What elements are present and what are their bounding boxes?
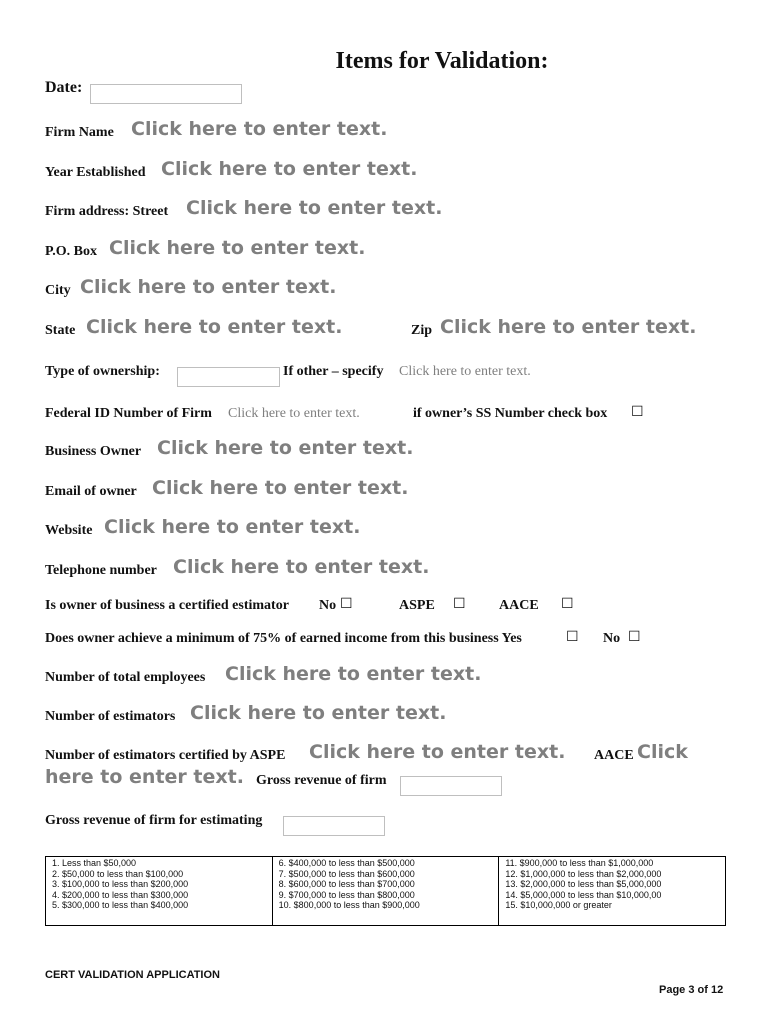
street-input[interactable]: Click here to enter text. bbox=[186, 197, 443, 219]
certified-aace-checkbox[interactable]: ☐ bbox=[561, 596, 574, 612]
earned-income-label: Does owner achieve a minimum of 75% of earned income from this business Yes bbox=[45, 631, 522, 646]
range-item: 10. $800,000 to less than $900,000 bbox=[278, 900, 420, 910]
range-item: 8. $600,000 to less than $700,000 bbox=[278, 879, 415, 889]
estimators-aace-label: AACE bbox=[594, 748, 634, 763]
zip-label: Zip bbox=[411, 323, 433, 338]
ranges-column-2 bbox=[272, 857, 499, 926]
estimators-aace-input-wrap[interactable]: here to enter text. bbox=[45, 766, 244, 788]
zip-input[interactable]: Click here to enter text. bbox=[440, 316, 697, 338]
street-label: Firm address: Street bbox=[45, 204, 169, 219]
state-input[interactable]: Click here to enter text. bbox=[86, 316, 343, 338]
website-label: Website bbox=[45, 523, 93, 538]
firm-name-label: Firm Name bbox=[45, 125, 114, 140]
state-label: State bbox=[45, 323, 76, 338]
footer-page-number: Page 3 of 12 bbox=[659, 984, 724, 996]
po-box-label: P.O. Box bbox=[45, 244, 97, 259]
range-item: 7. $500,000 to less than $600,000 bbox=[278, 868, 415, 879]
total-employees-input[interactable]: Click here to enter text. bbox=[225, 663, 482, 685]
certified-estimator-label: Is owner of business a certified estimator bbox=[45, 598, 289, 613]
if-other-input[interactable]: Click here to enter text. bbox=[399, 364, 531, 379]
range-item: 9. $700,000 to less than $800,000 bbox=[278, 889, 415, 900]
ownership-type-label: Type of ownership: bbox=[45, 364, 160, 379]
range-item: 15. $10,000,000 or greater bbox=[505, 900, 612, 910]
year-established-label: Year Established bbox=[45, 165, 146, 180]
gross-revenue-input[interactable] bbox=[400, 776, 502, 796]
gross-revenue-estimating-input[interactable] bbox=[283, 816, 385, 836]
ranges-column-3 bbox=[499, 857, 726, 926]
estimators-aace-input[interactable]: Click bbox=[637, 741, 688, 763]
certified-aspe-label: ASPE bbox=[399, 598, 435, 613]
ss-checkbox[interactable]: ☐ bbox=[631, 404, 644, 420]
federal-id-label: Federal ID Number of Firm bbox=[45, 406, 212, 421]
firm-name-input[interactable]: Click here to enter text. bbox=[131, 118, 388, 140]
revenue-ranges-table bbox=[45, 856, 726, 926]
range-item: 1. Less than $50,000 bbox=[52, 858, 137, 868]
range-item: 13. $2,000,000 to less than $5,000,000 bbox=[505, 879, 662, 889]
certified-no-checkbox[interactable]: ☐ bbox=[340, 596, 353, 612]
num-estimators-input[interactable]: Click here to enter text. bbox=[190, 702, 447, 724]
earned-income-no-checkbox[interactable]: ☐ bbox=[628, 629, 641, 645]
year-established-input[interactable]: Click here to enter text. bbox=[161, 158, 418, 180]
if-other-label: If other – specify bbox=[283, 364, 384, 379]
page-title: Items for Validation: bbox=[335, 48, 549, 74]
gross-revenue-estimating-label: Gross revenue of firm for estimating bbox=[45, 813, 263, 828]
ss-check-label: if owner’s SS Number check box bbox=[413, 406, 608, 421]
estimators-aspe-input[interactable]: Click here to enter text. bbox=[309, 741, 566, 763]
certified-no-label: No bbox=[319, 598, 337, 613]
website-input[interactable]: Click here to enter text. bbox=[104, 516, 361, 538]
telephone-label: Telephone number bbox=[45, 563, 157, 578]
earned-income-no-label: No bbox=[603, 631, 621, 646]
email-owner-label: Email of owner bbox=[45, 484, 137, 499]
range-item: 2. $50,000 to less than $100,000 bbox=[52, 868, 184, 879]
date-input[interactable] bbox=[90, 84, 242, 104]
ownership-type-input[interactable] bbox=[177, 367, 280, 387]
range-item: 11. $900,000 to less than $1,000,000 bbox=[505, 858, 654, 868]
business-owner-label: Business Owner bbox=[45, 444, 142, 459]
estimators-aspe-label: Number of estimators certified by ASPE bbox=[45, 748, 286, 763]
certified-aspe-checkbox[interactable]: ☐ bbox=[453, 596, 466, 612]
city-input[interactable]: Click here to enter text. bbox=[80, 276, 337, 298]
ranges-column-1 bbox=[46, 857, 273, 926]
gross-revenue-label: Gross revenue of firm bbox=[256, 773, 387, 788]
range-item: 3. $100,000 to less than $200,000 bbox=[52, 879, 189, 889]
business-owner-input[interactable]: Click here to enter text. bbox=[157, 437, 414, 459]
city-label: City bbox=[45, 283, 71, 298]
date-label: Date: bbox=[45, 79, 83, 96]
range-item: 5. $300,000 to less than $400,000 bbox=[52, 900, 189, 910]
range-item: 12. $1,000,000 to less than $2,000,000 bbox=[505, 868, 662, 879]
footer-doc-title: CERT VALIDATION APPLICATION bbox=[45, 969, 220, 981]
total-employees-label: Number of total employees bbox=[45, 670, 206, 685]
email-owner-input[interactable]: Click here to enter text. bbox=[152, 477, 409, 499]
po-box-input[interactable]: Click here to enter text. bbox=[109, 237, 366, 259]
federal-id-input[interactable]: Click here to enter text. bbox=[228, 406, 360, 421]
range-item: 6. $400,000 to less than $500,000 bbox=[278, 858, 415, 868]
certified-aace-label: AACE bbox=[499, 598, 539, 613]
num-estimators-label: Number of estimators bbox=[45, 709, 176, 724]
range-item: 14. $5,000,000 to less than $10,000,00 bbox=[505, 889, 662, 900]
earned-income-yes-checkbox[interactable]: ☐ bbox=[566, 629, 579, 645]
range-item: 4. $200,000 to less than $300,000 bbox=[52, 889, 189, 900]
telephone-input[interactable]: Click here to enter text. bbox=[173, 556, 430, 578]
